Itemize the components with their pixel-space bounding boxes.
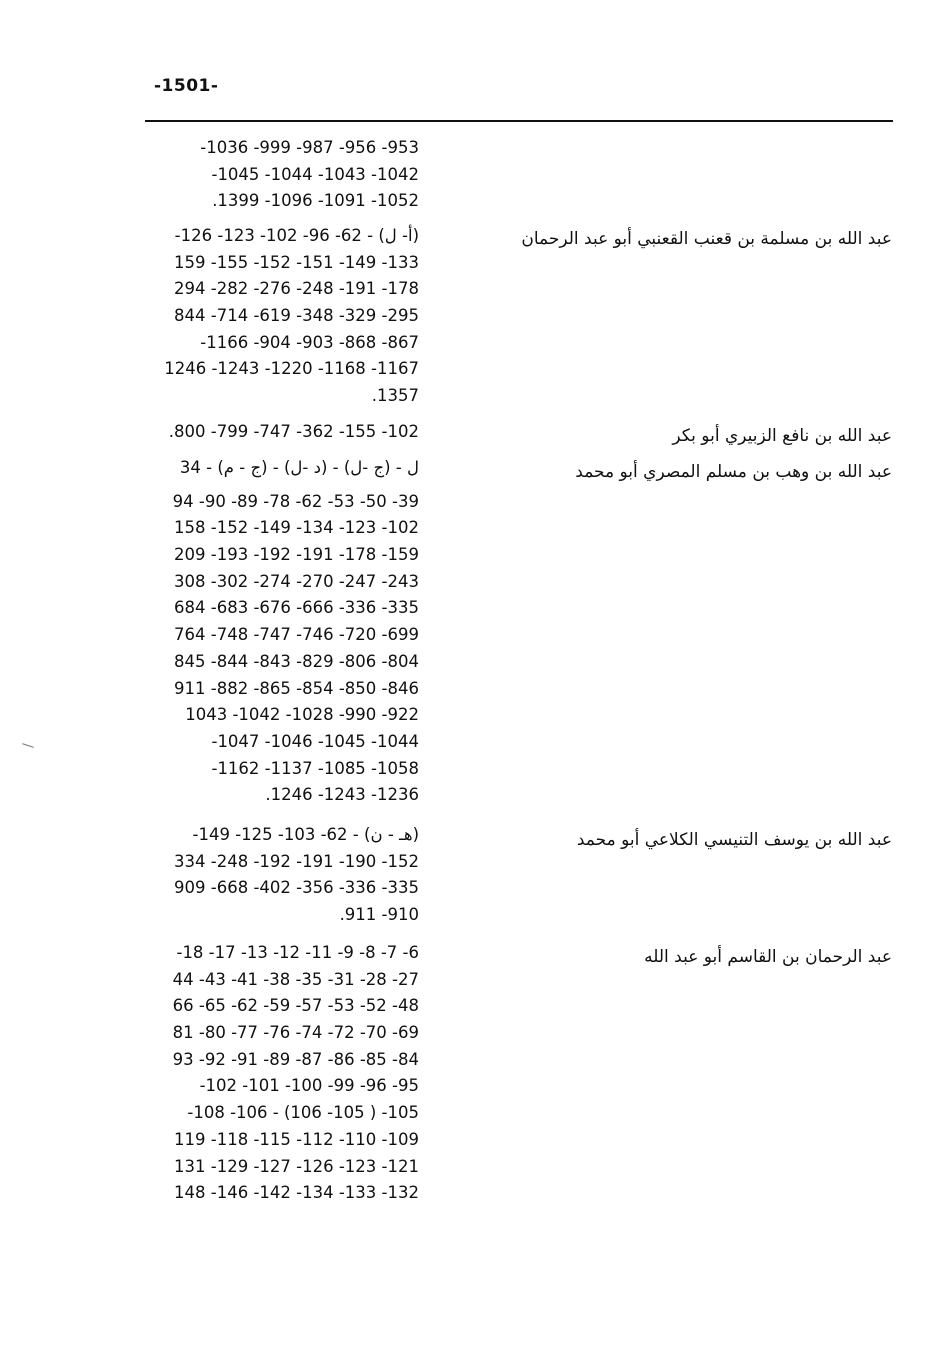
ref-line: -1036 -999 -987 -956 -953 (200, 138, 419, 157)
ref-line: -18 -17 -13 -12 -11 -9 -8 -7 -6 (176, 943, 419, 962)
ref-line: 131 -129 -127 -126 -123 -121 (174, 1156, 419, 1176)
entry-4-name: عبد الله بن يوسف التنيسي الكلاعي أبو محمد (576, 830, 892, 850)
page-number: -1501- (154, 76, 219, 96)
ref-line: 66 -65 -62 -59 -57 -53 -52 -48 (172, 996, 419, 1016)
ref-line: 159 -155 -152 -151 -149 -133 (174, 252, 419, 272)
entry-1-name: عبد الله بن مسلمة بن قعنب القعنبي أبو عبد الرحمان (521, 229, 892, 249)
ref-line: 844 -714 -619 -348 -329 -295 (174, 306, 419, 326)
ref-line: .800 -799 -747 -362 -155 -102 (168, 422, 419, 441)
ref-line: -1047 -1046 -1045 -1044 (211, 731, 419, 751)
ref-line: 148 -146 -142 -134 -133 -132 (174, 1183, 419, 1203)
ref-line: 294 -282 -276 -248 -191 -178 (174, 279, 419, 299)
ref-line: 764 -748 -747 -746 -720 -699 (174, 625, 419, 645)
ref-line: -1162 -1137 -1085 -1058 (211, 758, 419, 778)
ref-line: -1045 -1044 -1043 -1042 (211, 164, 419, 184)
ref-line: ل - (ج -ل) - (د -ل) - (ج - م) - 34 (179, 458, 419, 477)
ref-line: .911 -910 (339, 905, 419, 925)
scan-mark (22, 743, 34, 748)
ref-line: .1246 -1243 -1236 (265, 785, 419, 805)
ref-line: 119 -118 -115 -112 -110 -109 (174, 1129, 419, 1149)
entry-5-refs (173, 940, 419, 1207)
entry-5-name: عبد الرحمان بن القاسم أبو عبد الله (644, 947, 892, 967)
entry-2-refs (169, 419, 419, 446)
ref-line: 44 -43 -41 -38 -35 -31 -28 -27 (172, 969, 419, 989)
ref-line: .1399 -1096 -1091 -1052 (212, 191, 419, 211)
entry-1-refs (164, 223, 419, 410)
ref-line: 93 -92 -91 -89 -87 -86 -85 -84 (172, 1049, 419, 1069)
entry-3-name: عبد الله بن وهب بن مسلم المصري أبو محمد (575, 462, 892, 482)
ref-line: 209 -193 -192 -191 -178 -159 (174, 545, 419, 565)
header-rule (145, 120, 893, 122)
entry-4-refs (174, 822, 419, 929)
ref-line: 94 -90 -89 -78 -62 -53 -50 -39 (172, 491, 419, 511)
entry-2-name: عبد الله بن نافع الزبيري أبو بكر (672, 426, 892, 446)
ref-line: -108 -106 - (106 -105 ) -105 (187, 1103, 419, 1123)
ref-line: 1043 -1042 -1028 -990 -922 (185, 705, 419, 725)
ref-line: 845 -844 -843 -829 -806 -804 (174, 651, 419, 671)
ref-line: -126 -123 -102 -96 -62 - (أ- ل) (174, 226, 419, 245)
entry-0-refs (200, 135, 419, 215)
ref-line: 684 -683 -676 -666 -336 -335 (174, 598, 419, 618)
ref-line: -1166 -904 -903 -868 -867 (200, 332, 419, 352)
ref-line: -149 -125 -103 -62 - (هـ - ن) (192, 825, 419, 844)
ref-line: .1357 (371, 386, 419, 406)
ref-line: 81 -80 -77 -76 -74 -72 -70 -69 (172, 1023, 419, 1043)
entry-3-refs (173, 455, 419, 809)
ref-line: -102 -101 -100 -99 -96 -95 (199, 1076, 419, 1096)
ref-line: 911 -882 -865 -854 -850 -846 (174, 678, 419, 698)
ref-line: 1246 -1243 -1220 -1168 -1167 (164, 359, 419, 379)
ref-line: 334 -248 -192 -191 -190 -152 (174, 851, 419, 871)
ref-line: 909 -668 -402 -356 -336 -335 (174, 878, 419, 898)
ref-line: 158 -152 -149 -134 -123 -102 (174, 518, 419, 538)
ref-line: 308 -302 -274 -270 -247 -243 (174, 571, 419, 591)
